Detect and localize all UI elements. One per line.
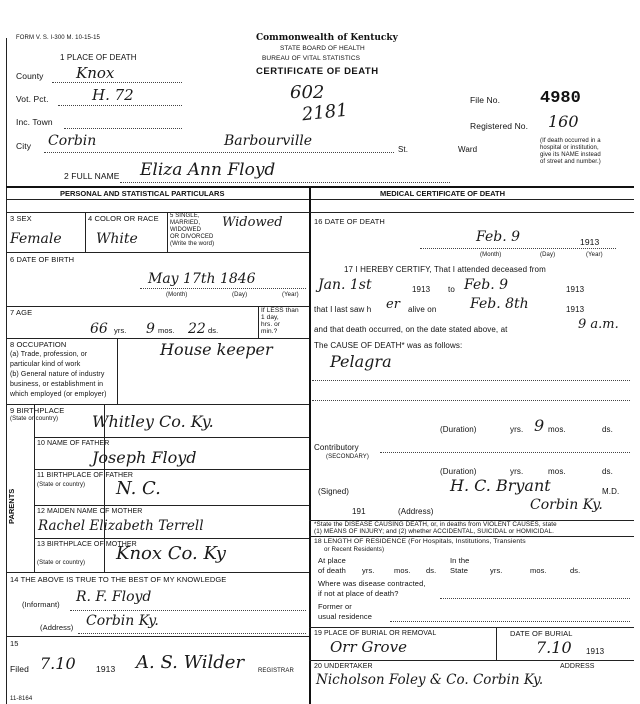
full-name-line bbox=[120, 182, 450, 183]
last-saw-date: Feb. 8th bbox=[470, 296, 529, 312]
parents-label: PARENTS bbox=[7, 488, 16, 524]
ds-label: ds. bbox=[570, 566, 581, 575]
mother-bp-label: 13 BIRTHPLACE OF MOTHER bbox=[37, 541, 137, 548]
duration-ds: ds. bbox=[602, 425, 613, 434]
inc-town-label: Inc. Town bbox=[16, 117, 53, 127]
burial-label: 19 PLACE OF BURIAL OR REMOVAL bbox=[314, 630, 437, 637]
hospital-note: give its NAME instead bbox=[540, 152, 601, 158]
address-label: (Address) bbox=[40, 623, 74, 632]
signed-label: (Signed) bbox=[318, 487, 350, 496]
row-line bbox=[6, 212, 309, 213]
attended-to-year: 1913 bbox=[566, 285, 585, 294]
month-label: (Month) bbox=[480, 252, 502, 258]
mother-label: 12 MAIDEN NAME OF MOTHER bbox=[37, 508, 143, 515]
physician-address: Corbin Ky. bbox=[530, 497, 603, 513]
filed-year: 1913 bbox=[96, 664, 116, 674]
age-years-value: 66 bbox=[90, 321, 108, 337]
form-number: FORM V. S. I-300 M. 10-15-15 bbox=[16, 35, 100, 41]
less-than-label: min.? bbox=[261, 328, 278, 335]
age-months-value: 9 bbox=[146, 321, 155, 337]
sex-value: Female bbox=[10, 231, 62, 247]
secondary-label: (SECONDARY) bbox=[326, 454, 369, 460]
burial-place: Orr Grove bbox=[330, 638, 407, 656]
row-line bbox=[6, 252, 309, 253]
informant-label: (Informant) bbox=[22, 600, 60, 609]
cause-line bbox=[312, 400, 630, 401]
cause-label: The CAUSE OF DEATH* was as follows: bbox=[314, 341, 463, 350]
age-days-value: 22 bbox=[188, 321, 206, 337]
father-value: Joseph Floyd bbox=[92, 448, 197, 467]
personal-heading: PERSONAL AND STATISTICAL PARTICULARS bbox=[60, 189, 225, 198]
occupation-note: business, or establishment in bbox=[10, 381, 104, 388]
file-number: 4980 bbox=[540, 89, 581, 108]
file-label: File No. bbox=[470, 95, 501, 105]
father-label: 10 NAME OF FATHER bbox=[37, 440, 110, 447]
city-line bbox=[44, 152, 394, 153]
row-line bbox=[309, 660, 634, 661]
birthplace-sub: (State or country) bbox=[10, 416, 59, 422]
last-saw-pronoun: er bbox=[386, 297, 400, 312]
former-residence-label: usual residence bbox=[318, 612, 373, 621]
certify-label: 17 I HEREBY CERTIFY, That I attended deceased from bbox=[344, 265, 546, 274]
dob-line bbox=[140, 288, 306, 289]
occupation-note: (b) General nature of industry bbox=[10, 371, 105, 378]
cell-divider bbox=[258, 306, 259, 338]
month-label: (Month) bbox=[166, 292, 188, 298]
informant-value: R. F. Floyd bbox=[76, 589, 152, 605]
duration-mos: mos. bbox=[548, 425, 566, 434]
where-contracted-label: if not at place of death? bbox=[318, 589, 399, 598]
row-line bbox=[309, 536, 634, 537]
father-bp-value: N. C. bbox=[116, 478, 161, 499]
duration-yrs: yrs. bbox=[510, 467, 524, 476]
duration-label: (Duration) bbox=[440, 425, 477, 434]
row-line bbox=[34, 538, 309, 539]
less-than-label: If LESS than bbox=[261, 307, 299, 314]
mos-label: mos. bbox=[394, 566, 411, 575]
color-value: White bbox=[96, 231, 138, 247]
age-mos-label: mos. bbox=[158, 326, 175, 335]
hospital-note: hospital or institution, bbox=[540, 145, 599, 151]
md-label: M.D. bbox=[602, 487, 620, 496]
full-name-label: 2 FULL NAME bbox=[64, 171, 120, 181]
true-statement: 14 THE ABOVE IS TRUE TO THE BEST OF MY KNOWLEDGE bbox=[10, 575, 227, 584]
date-of-death-year: 1913 bbox=[580, 237, 600, 247]
section-divider bbox=[6, 199, 634, 200]
row-line bbox=[34, 469, 309, 470]
duration-yrs: yrs. bbox=[510, 425, 524, 434]
left-border bbox=[6, 38, 7, 704]
occupation-value: House keeper bbox=[160, 340, 273, 359]
age-yrs-label: yrs. bbox=[114, 326, 127, 335]
marital-value: Widowed bbox=[222, 215, 283, 230]
occupation-note: particular kind of work bbox=[10, 361, 81, 368]
birthplace-value: Whitley Co. Ky. bbox=[92, 412, 214, 431]
attended-from-year: 1913 bbox=[412, 285, 431, 294]
physician-signature: H. C. Bryant bbox=[450, 476, 551, 495]
date-of-death-value: Feb. 9 bbox=[476, 229, 521, 245]
sex-label: 3 SEX bbox=[10, 214, 32, 223]
cell-divider bbox=[85, 212, 86, 252]
father-bp-sub: (State or country) bbox=[37, 482, 86, 488]
full-name-value: Eliza Ann Floyd bbox=[140, 160, 276, 180]
board-title: STATE BOARD OF HEALTH bbox=[280, 45, 365, 52]
duration-ds: ds. bbox=[602, 467, 613, 476]
duration-mos: mos. bbox=[548, 467, 566, 476]
year-label: (Year) bbox=[586, 252, 603, 258]
contributory-line bbox=[380, 452, 630, 453]
age-label: 7 AGE bbox=[10, 308, 33, 317]
hospital-note: (If death occurred in a bbox=[540, 138, 601, 144]
marital-label: MARRIED, bbox=[170, 220, 201, 226]
at-place-label: At place bbox=[318, 556, 346, 565]
cell-divider bbox=[496, 627, 497, 660]
vot-value: H. 72 bbox=[92, 86, 134, 104]
former-residence-label: Former or bbox=[318, 602, 352, 611]
informant-line bbox=[70, 610, 306, 611]
registered-number: 160 bbox=[548, 112, 579, 131]
city-value: Corbin bbox=[48, 133, 97, 149]
county-label: County bbox=[16, 71, 44, 81]
marital-label: 5 SINGLE, bbox=[170, 213, 200, 219]
county-line bbox=[52, 82, 182, 83]
occupation-label: 8 OCCUPATION bbox=[10, 340, 67, 349]
inc-town-line bbox=[64, 128, 182, 129]
last-saw-year: 1913 bbox=[566, 305, 585, 314]
date-of-death-line bbox=[420, 248, 616, 249]
footer-code: 11-8164 bbox=[10, 696, 33, 702]
parents-divider bbox=[34, 404, 35, 572]
marital-label: OR DIVORCED bbox=[170, 234, 214, 240]
less-than-label: hrs. or bbox=[261, 321, 281, 328]
row-line bbox=[34, 505, 309, 506]
certificate-title: CERTIFICATE OF DEATH bbox=[256, 66, 379, 77]
filed-date: 7.10 bbox=[40, 654, 76, 673]
mother-bp-sub: (State or country) bbox=[37, 560, 86, 566]
day-label: (Day) bbox=[232, 292, 248, 298]
registrar-label: REGISTRAR bbox=[258, 668, 294, 674]
length-residence-sub: or Recent Residents) bbox=[324, 546, 385, 553]
row-line bbox=[6, 636, 309, 637]
commonwealth-title: Commonwealth of Kentucky bbox=[256, 33, 398, 43]
place-of-death-heading: 1 PLACE OF DEATH bbox=[60, 53, 137, 62]
burial-date-label: DATE OF BURIAL bbox=[510, 629, 573, 638]
length-residence-label: 18 LENGTH OF RESIDENCE (For Hospitals, Institutions, Transients bbox=[314, 538, 526, 545]
less-than-label: 1 day, bbox=[261, 314, 279, 321]
city-label: City bbox=[16, 141, 32, 151]
street-value: Barbourville bbox=[224, 133, 313, 149]
row-line bbox=[6, 572, 309, 573]
dob-value: May 17th 1846 bbox=[148, 271, 256, 287]
st-label: St. bbox=[398, 145, 409, 154]
row-line bbox=[6, 338, 309, 339]
registrar-signature: A. S. Wilder bbox=[136, 652, 245, 673]
birthplace-label: 9 BIRTHPLACE bbox=[10, 406, 65, 415]
undertaker-value: Nicholson Foley & Co. Corbin Ky. bbox=[316, 672, 544, 688]
of-death-label: of death bbox=[318, 566, 346, 575]
vot-line bbox=[58, 105, 182, 106]
attended-to: Feb. 9 bbox=[464, 277, 509, 293]
burial-date-year: 1913 bbox=[586, 647, 605, 656]
undertaker-label: 20 UNDERTAKER bbox=[314, 663, 373, 670]
former-line bbox=[390, 621, 630, 622]
section-divider bbox=[6, 186, 634, 188]
undertaker-address-label: ADDRESS bbox=[560, 663, 595, 670]
row-line bbox=[6, 404, 309, 405]
cell-divider bbox=[167, 212, 168, 252]
marital-label: (Write the word) bbox=[170, 241, 215, 247]
date-of-death-label: 16 DATE OF DEATH bbox=[314, 217, 385, 226]
dob-label: 6 DATE OF BIRTH bbox=[10, 255, 75, 264]
color-label: 4 COLOR OR RACE bbox=[88, 214, 159, 223]
occurred-label: and that death occurred, on the date stated above, at bbox=[314, 325, 508, 334]
occurred-time: 9 a.m. bbox=[578, 317, 619, 332]
stamp-number-top: 602 bbox=[290, 82, 325, 103]
where-contracted-label: Where was disease contracted, bbox=[318, 579, 426, 588]
burial-date: 7.10 bbox=[536, 638, 572, 657]
state-label: State bbox=[450, 566, 469, 575]
hospital-note: of street and number.) bbox=[540, 159, 601, 165]
registered-label: Registered No. bbox=[470, 121, 529, 131]
medical-heading: MEDICAL CERTIFICATE OF DEATH bbox=[380, 189, 505, 198]
duration-months-value: 9 bbox=[534, 416, 545, 435]
to-label: to bbox=[448, 285, 455, 294]
last-saw-label: that I last saw h bbox=[314, 305, 372, 314]
ds-label: ds. bbox=[426, 566, 437, 575]
row-line bbox=[309, 212, 634, 213]
bureau-title: BUREAU OF VITAL STATISTICS bbox=[262, 55, 361, 62]
occupation-note: (a) Trade, profession, or bbox=[10, 351, 88, 358]
occupation-note: which employed (or employer) bbox=[10, 391, 107, 398]
filed-label: Filed bbox=[10, 664, 29, 674]
where-line bbox=[440, 598, 630, 599]
yrs-label: yrs. bbox=[362, 566, 375, 575]
mother-bp-value: Knox Co. Ky bbox=[116, 543, 226, 564]
row-line bbox=[34, 437, 309, 438]
cause-line bbox=[312, 380, 630, 381]
age-ds-label: ds. bbox=[208, 326, 219, 335]
date-191: 191 bbox=[352, 507, 366, 516]
violent-note: (1) MEANS OF INJURY; and (2) whether ACCIDENTAL, SUICIDAL or HOMICIDAL. bbox=[314, 528, 554, 535]
violent-note: *State the DISEASE CAUSING DEATH, or, in deaths from VIOLENT CAUSES, state bbox=[314, 521, 557, 528]
stamp-number-mid: 2181 bbox=[300, 99, 349, 126]
in-the-label: In the bbox=[450, 556, 470, 565]
cause-value: Pelagra bbox=[330, 352, 392, 371]
row-line bbox=[309, 627, 634, 628]
cell-divider bbox=[117, 338, 118, 404]
mos-label: mos. bbox=[530, 566, 547, 575]
mother-value: Rachel Elizabeth Terrell bbox=[38, 518, 204, 534]
day-label: (Day) bbox=[540, 252, 556, 258]
duration-label: (Duration) bbox=[440, 467, 477, 476]
attended-from: Jan. 1st bbox=[318, 277, 372, 293]
physician-address-label: (Address) bbox=[398, 507, 434, 516]
yrs-label: yrs. bbox=[490, 566, 503, 575]
year-label: (Year) bbox=[282, 292, 299, 298]
father-bp-label: 11 BIRTHPLACE OF FATHER bbox=[37, 472, 134, 479]
informant-address: Corbin Ky. bbox=[86, 613, 159, 629]
marital-label: WIDOWED bbox=[170, 227, 202, 233]
alive-on-label: alive on bbox=[408, 305, 437, 314]
vot-label: Vot. Pct. bbox=[16, 94, 49, 104]
ward-label: Ward bbox=[458, 145, 478, 154]
filed-number: 15 bbox=[10, 639, 19, 648]
county-value: Knox bbox=[76, 64, 115, 82]
address-line bbox=[78, 633, 306, 634]
contributory-label: Contributory bbox=[314, 443, 359, 452]
